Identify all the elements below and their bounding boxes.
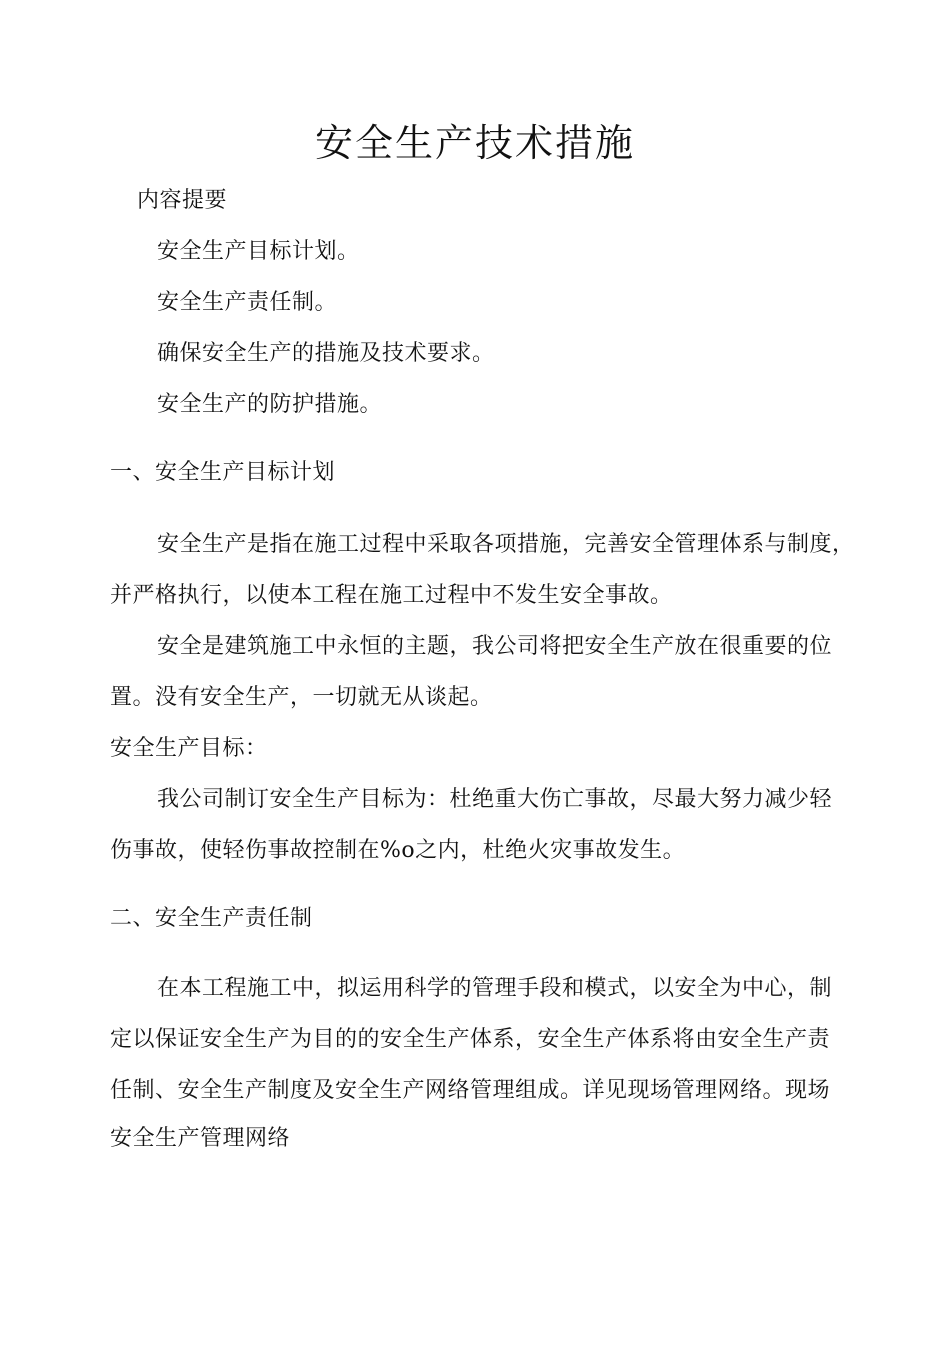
goal-label: 安全生产目标： — [110, 736, 268, 761]
paragraph-line: 伤事故，使轻伤事故控制在%o之内，杜绝火灾事故发生。 — [110, 838, 686, 863]
paragraph-line: 置。没有安全生产，一切就无从谈起。 — [110, 685, 493, 710]
paragraph-line: 安全生产管理网络 — [110, 1126, 291, 1151]
summary-item: 安全生产目标计划。 — [157, 239, 360, 264]
paragraph-line: 安全是建筑施工中永恒的主题，我公司将把安全生产放在很重要的位 — [157, 634, 833, 659]
document-title: 安全生产技术措施 — [314, 121, 635, 165]
paragraph-line: 任制、安全生产制度及安全生产网络管理组成。详见现场管理网络。现场 — [110, 1078, 831, 1103]
summary-item: 安全生产责任制。 — [157, 290, 338, 315]
paragraph-line: 定以保证安全生产为目的的安全生产体系，安全生产体系将由安全生产责 — [110, 1027, 831, 1052]
section-heading: 一、安全生产目标计划 — [110, 460, 336, 485]
summary-heading: 内容提要 — [137, 188, 228, 213]
summary-item: 安全生产的防护措施。 — [157, 392, 383, 417]
paragraph-line: 我公司制订安全生产目标为：杜绝重大伤亡事故，尽最大努力减少轻 — [157, 787, 833, 812]
summary-item: 确保安全生产的措施及技术要求。 — [157, 341, 495, 366]
paragraph-line: 并严格执行，以使本工程在施工过程中不发生安全事故。 — [110, 583, 673, 608]
paragraph-line: 安全生产是指在施工过程中采取各项措施，完善安全管理体系与制度， — [157, 532, 855, 557]
paragraph-line: 在本工程施工中，拟运用科学的管理手段和模式，以安全为中心，制 — [157, 976, 833, 1001]
section-heading: 二、安全生产责任制 — [110, 906, 313, 931]
